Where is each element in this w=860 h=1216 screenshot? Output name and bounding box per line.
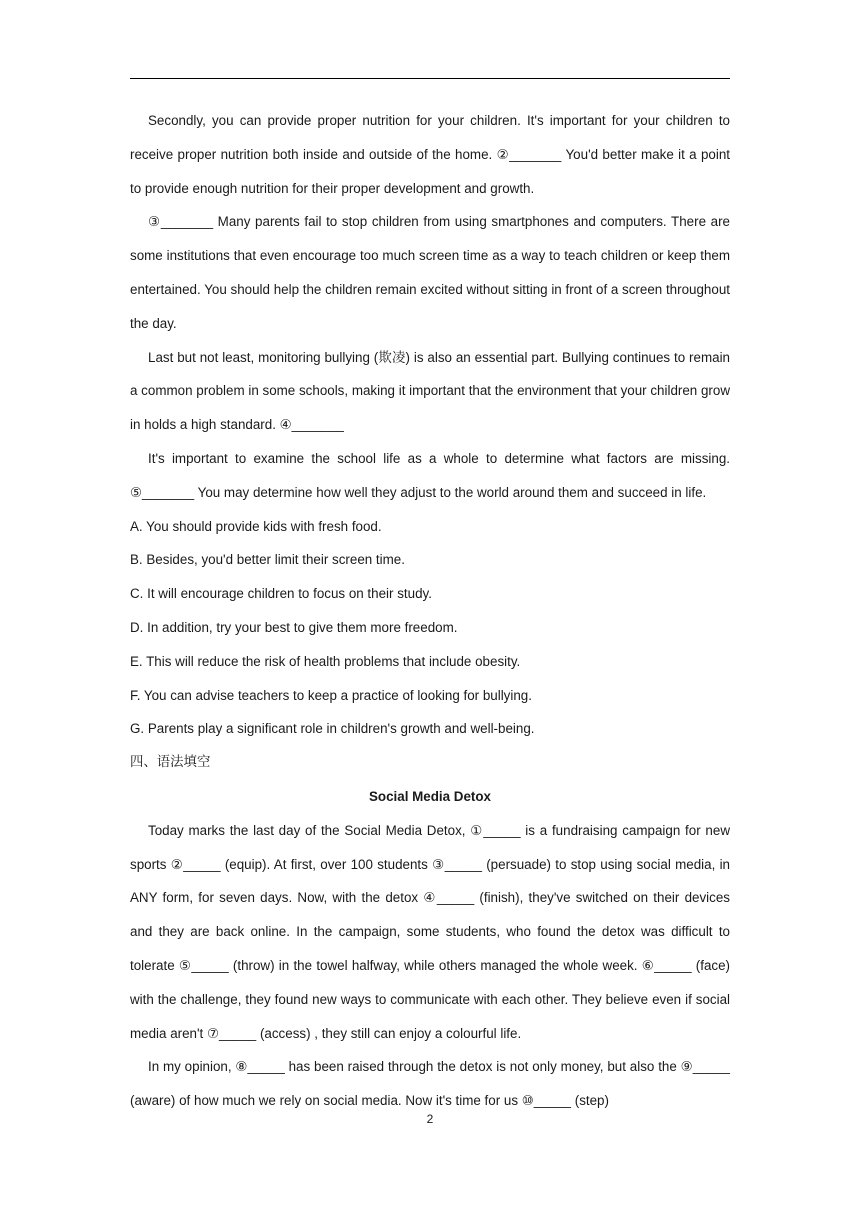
option-e: E. This will reduce the risk of health problems that include obesity.	[130, 653, 521, 669]
page-number: 2	[426, 1112, 434, 1126]
article-title: Social Media Detox	[368, 788, 492, 804]
grammar-paragraph: In my opinion, ⑧_____ has been raised through the detox is not only money, but also the ⑨_____ (aware) of how much we rely on social media. Now it's time for us ⑩_____ (step)	[130, 1059, 730, 1109]
option-g: G. Parents play a significant role in children's growth and well-being.	[130, 721, 535, 737]
reading-paragraph: Secondly, you can provide proper nutrition for your children. It's important for your children to receive proper nutrition both inside and outside of the home. ②_______ You'd better make it a point to provide enough nutrition for their proper development and growth.	[130, 113, 730, 196]
grammar-paragraph: Today marks the last day of the Social Media Detox, ①_____ is a fundraising campaign for new sports ②_____ (equip). At first, over 100 students ③_____ (persuade) to stop using social media, in ANY form, for seven days. Now, with the detox ④_____ (finish), they've switched on their devices and they are back online. In the campaign, some students, who found the detox was difficult to tolerate ⑤_____ (throw) in the towel halfway, while others managed the whole week. ⑥_____ (face) with the challenge, they found new ways to communicate with each other. They believe even if social media aren't ⑦_____ (access) , they still can enjoy a colourful life.	[130, 822, 730, 1041]
option-b: B. Besides, you'd better limit their screen time.	[130, 552, 405, 568]
option-f: F. You can advise teachers to keep a practice of looking for bullying.	[130, 687, 532, 703]
option-c: C. It will encourage children to focus on their study.	[130, 586, 432, 602]
page-content	[130, 104, 730, 1118]
reading-paragraph: ③_______ Many parents fail to stop children from using smartphones and computers. There are some institutions that even encourage too much screen time as a way to teach children or keep them entertained. You should help the children remain excited without sitting in front of a screen throughout the day.	[130, 214, 730, 331]
reading-paragraph: Last but not least, monitoring bullying (欺凌) is also an essential part. Bullying continues to remain a common problem in some schools, making it important that the environment that your children grow in holds a high standard. ④_______	[130, 349, 730, 433]
option-a: A. You should provide kids with fresh food.	[130, 518, 382, 534]
header-rule	[130, 78, 730, 79]
option-d: D. In addition, try your best to give them more freedom.	[130, 619, 458, 635]
reading-paragraph: It's important to examine the school life as a whole to determine what factors are missing. ⑤_______ You may determine how well they adjust to the world around them and succeed in life.	[130, 450, 730, 500]
section-heading: 四、语法填空	[130, 755, 211, 771]
